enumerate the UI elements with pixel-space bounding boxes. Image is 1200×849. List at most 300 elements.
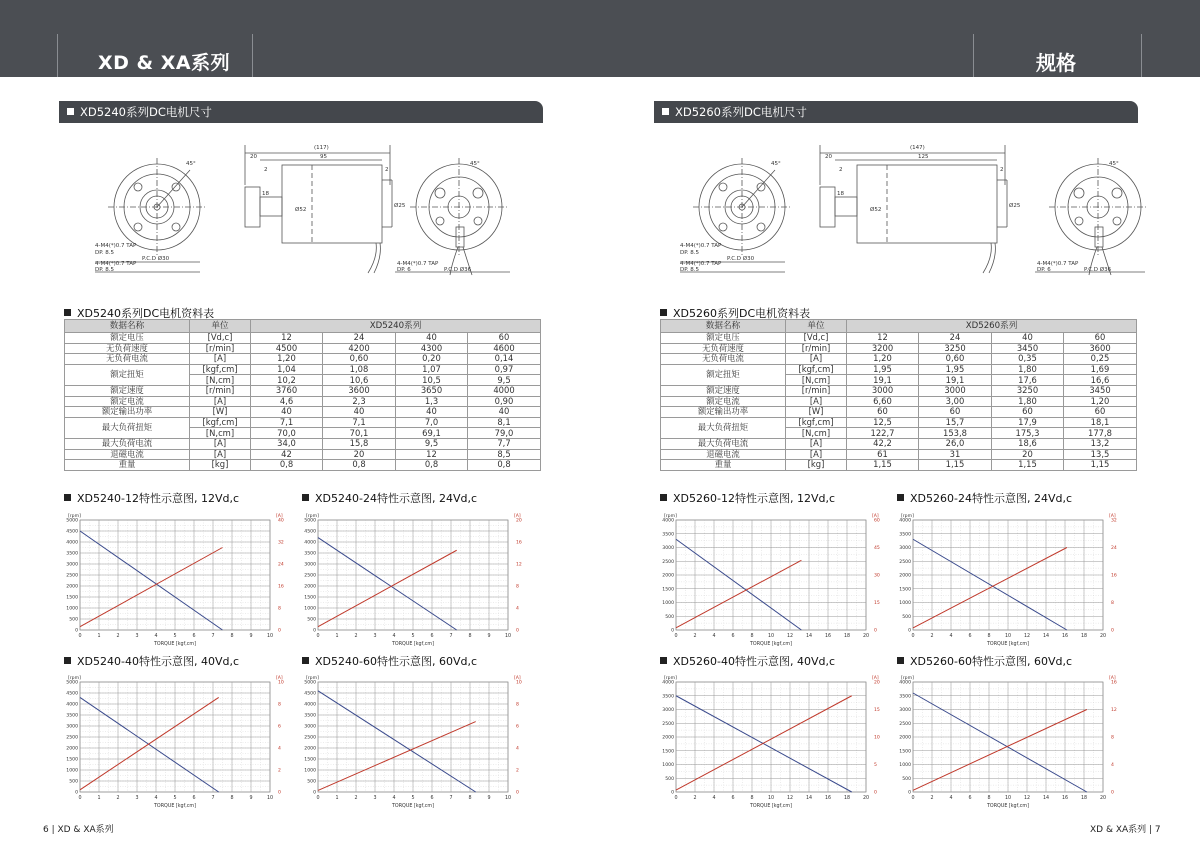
- series-title: XD & XA系列: [98, 52, 231, 74]
- x-tick-label: 4: [712, 796, 716, 801]
- row-unit-cell: [N,cm]: [190, 428, 251, 439]
- y-axis-label: [rpm]: [901, 676, 914, 681]
- dim-dia-label: Ø52: [295, 207, 307, 213]
- value-cell: 40: [396, 407, 468, 418]
- table-row: [65, 364, 541, 375]
- value-cell: 34,0: [251, 438, 323, 449]
- value-cell: 3250: [992, 385, 1064, 396]
- y-tick-label: 2500: [899, 559, 911, 565]
- y2-tick-label: 8: [278, 606, 281, 612]
- y-tick-label: 4000: [899, 680, 911, 686]
- table-row: [65, 460, 541, 471]
- table-row: [661, 333, 1137, 344]
- value-cell: 4300: [396, 343, 468, 354]
- y-tick-label: 3000: [66, 724, 78, 730]
- square-bullet-icon: [64, 309, 71, 316]
- y2-tick-label: 15: [874, 708, 880, 714]
- y-tick-label: 3000: [899, 708, 911, 714]
- y-tick-label: 1000: [304, 768, 316, 774]
- value-cell: 20: [323, 449, 396, 460]
- square-bullet-icon: [660, 657, 667, 664]
- y-tick-label: 0: [671, 790, 674, 796]
- y-tick-label: 0: [908, 628, 911, 634]
- value-cell: 7,1: [251, 417, 323, 428]
- y-tick-label: 2500: [662, 559, 674, 565]
- row-unit-cell: [kgf,cm]: [786, 417, 847, 428]
- x-tick-label: 14: [805, 634, 813, 639]
- value-cell: 60: [1064, 333, 1137, 344]
- dim-length-label: 95: [320, 154, 327, 160]
- x-tick-label: 10: [1004, 634, 1012, 639]
- value-cell: 3,00: [919, 396, 992, 407]
- value-cell: 19,1: [919, 375, 992, 386]
- y-tick-label: 4000: [899, 518, 911, 524]
- y2-tick-label: 0: [874, 790, 877, 796]
- x-tick-label: 4: [154, 634, 158, 639]
- value-cell: 42: [251, 449, 323, 460]
- y-tick-label: 500: [902, 614, 911, 620]
- dim-dia2-label: Ø25: [394, 203, 406, 209]
- y-tick-label: 1000: [662, 763, 674, 769]
- value-cell: 0,14: [468, 354, 541, 365]
- x-tick-label: 1: [335, 796, 339, 801]
- x-tick-label: 3: [135, 796, 139, 801]
- dim-angle2-label: 45°: [470, 161, 480, 167]
- y-tick-label: 1500: [899, 587, 911, 593]
- col-header-group: XD5260系列: [847, 320, 1137, 333]
- y2-tick-label: 0: [278, 628, 281, 634]
- table-row: [65, 449, 541, 460]
- characteristic-chart-5240-60: [296, 672, 528, 812]
- row-unit-cell: [kg]: [190, 460, 251, 471]
- value-cell: 122,7: [847, 428, 919, 439]
- depth3-label: DP. 6: [397, 267, 411, 273]
- y-tick-label: 500: [665, 614, 674, 620]
- x-tick-label: 6: [968, 796, 972, 801]
- y-tick-label: 1500: [304, 757, 316, 763]
- y2-tick-label: 6: [278, 724, 281, 730]
- tap3-label: 4-M4(*)0.7 TAP: [1037, 261, 1079, 267]
- value-cell: 1,08: [323, 364, 396, 375]
- table-row: [65, 354, 541, 365]
- y2-tick-label: 0: [516, 628, 519, 634]
- y2-tick-label: 45: [874, 546, 880, 552]
- table-heading-5260: XD5260系列DC电机资料表: [660, 305, 810, 321]
- footer-right-page-number: XD & XA系列 | 7: [1090, 825, 1161, 835]
- x-tick-label: 18: [1080, 796, 1088, 801]
- y-tick-label: 3000: [662, 708, 674, 714]
- y-tick-label: 2000: [899, 735, 911, 741]
- value-cell: 69,1: [396, 428, 468, 439]
- y-tick-label: 2000: [662, 735, 674, 741]
- dim-shaft-label: 20: [825, 154, 832, 160]
- x-tick-label: 8: [230, 634, 234, 639]
- y-tick-label: 1500: [662, 749, 674, 755]
- row-unit-cell: [Vd,c]: [190, 333, 251, 344]
- chart-title-5240-24: XD5240-24特性示意图, 24Vd,c: [302, 490, 477, 506]
- x-tick-label: 6: [968, 634, 972, 639]
- depth1-label: DP. 8.5: [95, 250, 114, 256]
- y2-tick-label: 5: [874, 763, 877, 769]
- y2-tick-label: 15: [874, 601, 880, 607]
- value-cell: 42,2: [847, 438, 919, 449]
- y-tick-label: 3000: [304, 724, 316, 730]
- dim-d2-label: 2: [1000, 167, 1004, 173]
- value-cell: 17,6: [992, 375, 1064, 386]
- value-cell: 1,07: [396, 364, 468, 375]
- x-tick-label: 18: [843, 634, 851, 639]
- square-bullet-icon: [660, 494, 667, 501]
- table-row: [661, 460, 1137, 471]
- y-tick-label: 2000: [899, 573, 911, 579]
- x-tick-label: 4: [392, 796, 396, 801]
- depth1-label: DP. 8.5: [680, 250, 699, 256]
- x-tick-label: 4: [712, 634, 716, 639]
- x-tick-label: 14: [805, 796, 813, 801]
- table-heading-5240: XD5240系列DC电机资料表: [64, 305, 214, 321]
- value-cell: 26,0: [919, 438, 992, 449]
- x-tick-label: 6: [192, 634, 196, 639]
- y-tick-label: 5000: [66, 680, 78, 686]
- spec-table-5260: [660, 319, 1137, 471]
- x-tick-label: 1: [97, 634, 101, 639]
- x-tick-label: 10: [504, 796, 512, 801]
- value-cell: 1,69: [1064, 364, 1137, 375]
- square-bullet-icon: [662, 108, 669, 115]
- value-cell: 12: [251, 333, 323, 344]
- square-bullet-icon: [64, 494, 71, 501]
- square-bullet-icon: [302, 657, 309, 664]
- row-unit-cell: [kgf,cm]: [190, 364, 251, 375]
- y2-tick-label: 8: [516, 584, 519, 590]
- value-cell: 15,8: [323, 438, 396, 449]
- pcd1-label: P.C.D Ø30: [142, 256, 170, 262]
- y2-tick-label: 10: [874, 735, 880, 741]
- value-cell: 3000: [919, 385, 992, 396]
- x-tick-label: 16: [824, 796, 832, 801]
- value-cell: 0,20: [396, 354, 468, 365]
- pcd2-label: P.C.D Ø36: [1084, 267, 1112, 273]
- x-axis-label: TORQUE [kgf,cm]: [154, 642, 196, 647]
- col-header-name: 数据名称: [65, 320, 190, 333]
- y-tick-label: 500: [307, 617, 316, 623]
- y-tick-label: 3500: [66, 551, 78, 557]
- y-tick-label: 3500: [662, 532, 674, 538]
- row-unit-cell: [W]: [786, 407, 847, 418]
- dim-d2-label: 2: [385, 167, 389, 173]
- square-bullet-icon: [897, 657, 904, 664]
- y2-axis-label: [A]: [872, 514, 879, 519]
- x-tick-label: 10: [266, 634, 274, 639]
- x-tick-label: 4: [949, 634, 953, 639]
- value-cell: 3000: [847, 385, 919, 396]
- value-cell: 60: [1064, 407, 1137, 418]
- y2-tick-label: 60: [874, 518, 880, 524]
- chart-title-5240-60: XD5240-60特性示意图, 60Vd,c: [302, 653, 477, 669]
- x-tick-label: 20: [1099, 634, 1107, 639]
- table-row: [661, 385, 1137, 396]
- value-cell: 0,35: [992, 354, 1064, 365]
- chart-title-5260-60: XD5260-60特性示意图, 60Vd,c: [897, 653, 1072, 669]
- y2-tick-label: 16: [516, 540, 522, 546]
- value-cell: 18,6: [992, 438, 1064, 449]
- y-tick-label: 3000: [304, 562, 316, 568]
- y2-tick-label: 2: [278, 768, 281, 774]
- value-cell: 4500: [251, 343, 323, 354]
- value-cell: 17,9: [992, 417, 1064, 428]
- y-tick-label: 3500: [899, 694, 911, 700]
- x-tick-label: 8: [750, 796, 754, 801]
- footer-left-page-number: 6 | XD & XA系列: [43, 825, 114, 835]
- tap1-label: 4-M4(*)0.7 TAP: [95, 243, 137, 249]
- y-tick-label: 1500: [66, 757, 78, 763]
- dim-d1-label: 2: [264, 167, 268, 173]
- x-tick-label: 0: [316, 796, 320, 801]
- row-unit-cell: [r/min]: [190, 385, 251, 396]
- y-tick-label: 2500: [66, 573, 78, 579]
- x-tick-label: 10: [504, 634, 512, 639]
- y-tick-label: 5000: [66, 518, 78, 524]
- x-tick-label: 14: [1042, 634, 1050, 639]
- value-cell: 40: [251, 407, 323, 418]
- x-axis-label: TORQUE [kgf,cm]: [392, 804, 434, 809]
- y-axis-label: [rpm]: [664, 514, 677, 519]
- value-cell: 9,5: [468, 375, 541, 386]
- row-unit-cell: [Vd,c]: [786, 333, 847, 344]
- value-cell: 70,1: [323, 428, 396, 439]
- pcd1-label: P.C.D Ø30: [727, 256, 755, 262]
- value-cell: 8,1: [468, 417, 541, 428]
- y2-axis-label: [A]: [276, 514, 283, 519]
- tap2-label: 4-M4(*)0.7 TAP: [680, 261, 722, 267]
- characteristic-chart-5260-40: [654, 672, 886, 812]
- value-cell: 0,8: [251, 460, 323, 471]
- row-name-cell: 无负荷电流: [65, 354, 190, 365]
- value-cell: 175,3: [992, 428, 1064, 439]
- row-name-cell: 额定输出功率: [65, 407, 190, 418]
- x-tick-label: 1: [335, 634, 339, 639]
- x-tick-label: 2: [354, 634, 358, 639]
- row-unit-cell: [W]: [190, 407, 251, 418]
- y2-tick-label: 0: [516, 790, 519, 796]
- value-cell: 4200: [323, 343, 396, 354]
- value-cell: 0,60: [323, 354, 396, 365]
- y-tick-label: 2500: [899, 721, 911, 727]
- x-tick-label: 8: [987, 796, 991, 801]
- value-cell: 3760: [251, 385, 323, 396]
- y2-tick-label: 8: [1111, 735, 1114, 741]
- characteristic-chart-5260-24: [891, 510, 1123, 650]
- y-axis-label: [rpm]: [901, 514, 914, 519]
- y-tick-label: 0: [75, 790, 78, 796]
- x-tick-label: 8: [468, 634, 472, 639]
- characteristic-chart-5260-12: [654, 510, 886, 650]
- square-bullet-icon: [67, 108, 74, 115]
- depth3-label: DP. 6: [1037, 267, 1051, 273]
- y-axis-label: [rpm]: [664, 676, 677, 681]
- x-tick-label: 0: [674, 796, 678, 801]
- x-tick-label: 3: [373, 634, 377, 639]
- y-axis-label: [rpm]: [68, 514, 81, 519]
- y-tick-label: 2500: [304, 573, 316, 579]
- row-unit-cell: [A]: [190, 438, 251, 449]
- y-tick-label: 5000: [304, 518, 316, 524]
- dim-angle2-label: 45°: [1109, 161, 1119, 167]
- value-cell: 1,3: [396, 396, 468, 407]
- header-divider: [252, 34, 253, 77]
- value-cell: 0,97: [468, 364, 541, 375]
- value-cell: 0,8: [323, 460, 396, 471]
- y-tick-label: 2000: [304, 746, 316, 752]
- value-cell: 3650: [396, 385, 468, 396]
- y-tick-label: 0: [313, 628, 316, 634]
- chart-title-5260-24: XD5260-24特性示意图, 24Vd,c: [897, 490, 1072, 506]
- x-tick-label: 14: [1042, 796, 1050, 801]
- x-tick-label: 20: [1099, 796, 1107, 801]
- x-tick-label: 8: [468, 796, 472, 801]
- x-tick-label: 2: [116, 634, 120, 639]
- x-tick-label: 7: [211, 634, 215, 639]
- y2-tick-label: 0: [1111, 628, 1114, 634]
- y-tick-label: 4500: [304, 529, 316, 535]
- y2-tick-label: 4: [516, 746, 519, 752]
- y2-tick-label: 8: [1111, 601, 1114, 607]
- value-cell: 8,5: [468, 449, 541, 460]
- x-tick-label: 20: [862, 634, 870, 639]
- y-tick-label: 2500: [66, 735, 78, 741]
- x-tick-label: 10: [266, 796, 274, 801]
- y-tick-label: 2500: [304, 735, 316, 741]
- y2-axis-label: [A]: [514, 676, 521, 681]
- value-cell: 10,5: [396, 375, 468, 386]
- table-row: [661, 417, 1137, 428]
- y-tick-label: 1500: [662, 587, 674, 593]
- x-tick-label: 4: [154, 796, 158, 801]
- row-name-cell: 最大负荷扭矩: [661, 417, 786, 438]
- value-cell: 24: [919, 333, 992, 344]
- value-cell: 7,1: [323, 417, 396, 428]
- x-tick-label: 8: [230, 796, 234, 801]
- col-header-name: 数据名称: [661, 320, 786, 333]
- y-tick-label: 500: [665, 776, 674, 782]
- x-tick-label: 0: [78, 634, 82, 639]
- value-cell: 1,80: [992, 396, 1064, 407]
- x-tick-label: 12: [1023, 634, 1031, 639]
- x-tick-label: 1: [97, 796, 101, 801]
- value-cell: 12: [396, 449, 468, 460]
- value-cell: 16,6: [1064, 375, 1137, 386]
- value-cell: 13,2: [1064, 438, 1137, 449]
- y2-tick-label: 12: [516, 562, 522, 568]
- col-header-group: XD5240系列: [251, 320, 541, 333]
- value-cell: 4,6: [251, 396, 323, 407]
- row-name-cell: 无负荷电流: [661, 354, 786, 365]
- value-cell: 1,20: [251, 354, 323, 365]
- value-cell: 1,15: [847, 460, 919, 471]
- x-tick-label: 7: [449, 634, 453, 639]
- row-unit-cell: [A]: [786, 438, 847, 449]
- value-cell: 10,6: [323, 375, 396, 386]
- y2-tick-label: 16: [1111, 680, 1117, 686]
- y2-tick-label: 0: [278, 790, 281, 796]
- x-axis-label: TORQUE [kgf,cm]: [392, 642, 434, 647]
- x-tick-label: 12: [786, 796, 794, 801]
- y-tick-label: 4500: [66, 691, 78, 697]
- row-unit-cell: [N,cm]: [786, 375, 847, 386]
- x-tick-label: 4: [392, 634, 396, 639]
- y-tick-label: 4000: [304, 540, 316, 546]
- value-cell: 60: [992, 407, 1064, 418]
- value-cell: 12: [847, 333, 919, 344]
- tap3-label: 4-M4(*)0.7 TAP: [397, 261, 439, 267]
- row-name-cell: 重量: [661, 460, 786, 471]
- value-cell: 13,5: [1064, 449, 1137, 460]
- x-tick-label: 18: [1080, 634, 1088, 639]
- dim-shaft-len-label: 18: [837, 191, 844, 197]
- col-header-unit: 单位: [786, 320, 847, 333]
- value-cell: 0,25: [1064, 354, 1137, 365]
- x-tick-label: 6: [430, 634, 434, 639]
- row-name-cell: 额定扭矩: [65, 364, 190, 385]
- x-axis-label: TORQUE [kgf,cm]: [750, 642, 792, 647]
- y-tick-label: 500: [69, 779, 78, 785]
- row-unit-cell: [kgf,cm]: [786, 364, 847, 375]
- value-cell: 18,1: [1064, 417, 1137, 428]
- x-tick-label: 0: [78, 796, 82, 801]
- value-cell: 3200: [847, 343, 919, 354]
- chart-title-5260-12: XD5260-12特性示意图, 12Vd,c: [660, 490, 835, 506]
- x-tick-label: 2: [693, 634, 697, 639]
- y-tick-label: 4000: [66, 540, 78, 546]
- row-name-cell: 无负荷速度: [65, 343, 190, 354]
- row-name-cell: 额定输出功率: [661, 407, 786, 418]
- y-tick-label: 2000: [662, 573, 674, 579]
- value-cell: 3600: [323, 385, 396, 396]
- y-tick-label: 4000: [662, 680, 674, 686]
- header-divider: [973, 34, 974, 77]
- y2-tick-label: 24: [1111, 546, 1117, 552]
- x-tick-label: 0: [911, 796, 915, 801]
- value-cell: 60: [468, 333, 541, 344]
- y2-tick-label: 24: [278, 562, 284, 568]
- value-cell: 1,20: [847, 354, 919, 365]
- y-tick-label: 1000: [304, 606, 316, 612]
- x-tick-label: 7: [211, 796, 215, 801]
- x-tick-label: 9: [249, 634, 253, 639]
- table-row: [65, 385, 541, 396]
- x-axis-label: TORQUE [kgf,cm]: [750, 804, 792, 809]
- depth2-label: DP. 8.5: [680, 267, 699, 273]
- y2-tick-label: 6: [516, 724, 519, 730]
- dim-dia2-label: Ø25: [1009, 203, 1021, 209]
- y2-tick-label: 4: [1111, 763, 1114, 769]
- value-cell: 0,60: [919, 354, 992, 365]
- dim-shaft-label: 20: [250, 154, 257, 160]
- square-bullet-icon: [302, 494, 309, 501]
- row-name-cell: 额定电流: [661, 396, 786, 407]
- y2-tick-label: 2: [516, 768, 519, 774]
- y-tick-label: 3000: [662, 546, 674, 552]
- y2-axis-label: [A]: [1109, 514, 1116, 519]
- chart-title-5240-40: XD5240-40特性示意图, 40Vd,c: [64, 653, 239, 669]
- x-tick-label: 4: [949, 796, 953, 801]
- y-tick-label: 3000: [66, 562, 78, 568]
- x-tick-label: 18: [843, 796, 851, 801]
- col-header-unit: 单位: [190, 320, 251, 333]
- x-tick-label: 0: [911, 634, 915, 639]
- tap1-label: 4-M4(*)0.7 TAP: [680, 243, 722, 249]
- y-tick-label: 1000: [66, 768, 78, 774]
